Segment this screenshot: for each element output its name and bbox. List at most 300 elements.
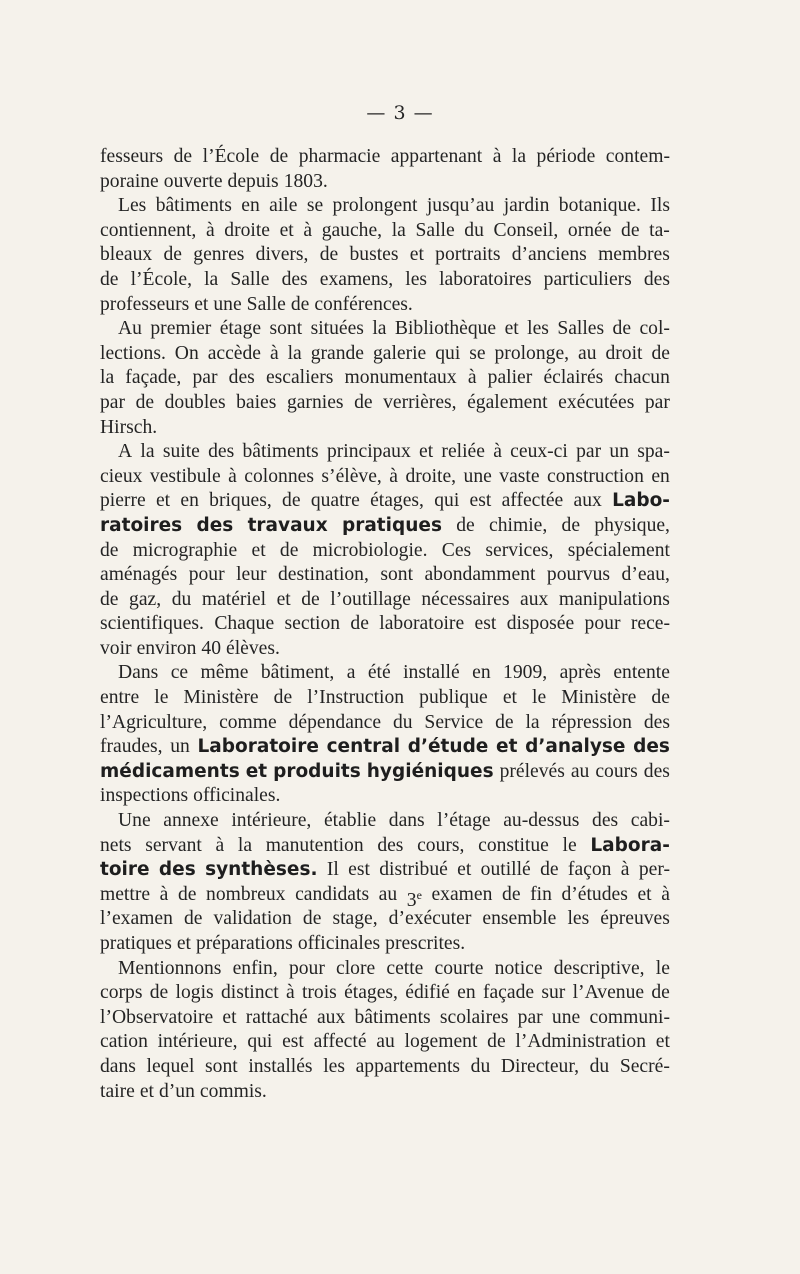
word: même bbox=[200, 662, 249, 684]
word: lequel bbox=[146, 1055, 195, 1077]
word: de bbox=[183, 908, 203, 930]
word: prélevés bbox=[499, 760, 565, 782]
word: en bbox=[180, 490, 199, 512]
word: et bbox=[176, 933, 191, 954]
word: l’Avenue bbox=[572, 982, 645, 1004]
word: services, bbox=[485, 539, 554, 561]
text-line bbox=[100, 514, 670, 539]
word: à bbox=[493, 441, 502, 463]
word: construction bbox=[547, 465, 644, 487]
word: étage bbox=[219, 318, 262, 340]
word: comme bbox=[219, 711, 277, 733]
word: Mentionnons bbox=[118, 957, 222, 979]
word: une bbox=[551, 1006, 581, 1028]
word: Ces bbox=[441, 539, 472, 561]
word: droit bbox=[605, 342, 643, 364]
word: de bbox=[301, 588, 320, 610]
text-line bbox=[100, 883, 670, 911]
word: bâtiment, bbox=[260, 662, 335, 684]
word: le bbox=[562, 834, 577, 856]
word: stage, bbox=[332, 908, 378, 930]
word: de bbox=[100, 588, 119, 610]
bold-word: Labora- bbox=[590, 834, 670, 856]
word: micrographie bbox=[132, 539, 238, 561]
word: poraine bbox=[100, 170, 159, 192]
word: de bbox=[135, 391, 155, 413]
word: de bbox=[100, 268, 119, 290]
word: pour bbox=[584, 613, 621, 635]
word: fesseurs bbox=[100, 146, 164, 167]
word: escaliers bbox=[265, 367, 334, 389]
word: l’Instruction bbox=[307, 687, 405, 709]
word: édifié bbox=[405, 982, 450, 1004]
word: vaste bbox=[499, 465, 540, 487]
word: la bbox=[204, 268, 219, 290]
word: répression bbox=[551, 711, 632, 733]
word: et bbox=[222, 1006, 237, 1028]
word: des bbox=[643, 268, 670, 290]
word: à bbox=[620, 859, 630, 881]
word: manipulations bbox=[558, 588, 670, 610]
word: jardin bbox=[503, 195, 550, 217]
word: 3 bbox=[406, 889, 417, 911]
word: Bibliothèque bbox=[394, 318, 497, 340]
word: voir bbox=[100, 637, 132, 659]
text-line bbox=[100, 1030, 670, 1055]
word: conférences. bbox=[314, 293, 413, 315]
word: les bbox=[405, 268, 428, 290]
text-line bbox=[100, 784, 670, 809]
bold-word: ratoires bbox=[100, 514, 183, 536]
word: à bbox=[492, 146, 502, 167]
word: élèves. bbox=[226, 637, 280, 659]
word: annexe bbox=[163, 810, 219, 832]
word: destination, bbox=[278, 564, 369, 586]
word: est bbox=[348, 859, 370, 881]
word: enfin, bbox=[232, 957, 278, 979]
word: des bbox=[643, 760, 670, 782]
word: Hirsch. bbox=[100, 416, 158, 438]
word: de bbox=[540, 859, 559, 881]
word: la bbox=[287, 342, 302, 364]
text-line bbox=[100, 686, 670, 711]
word: un bbox=[609, 441, 629, 463]
bold-word: d’analyse bbox=[525, 736, 626, 758]
word: de bbox=[651, 982, 670, 1004]
word: du bbox=[392, 711, 413, 733]
word: commis. bbox=[199, 1080, 267, 1102]
word: col- bbox=[639, 318, 670, 340]
word: Une bbox=[118, 810, 151, 832]
text-line bbox=[100, 391, 670, 416]
word: cette bbox=[386, 957, 424, 979]
text-line bbox=[100, 342, 670, 367]
word: fin bbox=[530, 883, 552, 905]
word: la bbox=[525, 711, 540, 733]
word: qui bbox=[247, 1031, 273, 1053]
word: d’exécuter bbox=[388, 908, 472, 930]
word: le bbox=[532, 687, 547, 709]
word: pierre bbox=[100, 490, 146, 512]
word: au bbox=[376, 1031, 395, 1053]
word: les bbox=[323, 1055, 345, 1077]
word: quatre bbox=[310, 490, 360, 512]
word: et bbox=[139, 1080, 154, 1102]
word: sont bbox=[380, 564, 414, 586]
word: l’Agriculture, bbox=[100, 711, 208, 733]
word: par bbox=[576, 441, 602, 463]
word: 40 bbox=[201, 637, 222, 659]
bold-word: toire bbox=[100, 859, 150, 881]
word: prescrites. bbox=[385, 933, 466, 954]
word: étages, bbox=[344, 982, 398, 1004]
word: scolaires bbox=[439, 1006, 509, 1028]
word: d’un bbox=[158, 1080, 195, 1102]
word: affecté bbox=[313, 1031, 367, 1053]
word: distribué bbox=[379, 859, 448, 881]
word: qui bbox=[434, 490, 460, 512]
word: la bbox=[372, 318, 387, 340]
word: abondamment bbox=[424, 564, 536, 586]
word: Directeur, bbox=[500, 1055, 579, 1077]
word: laboratoires bbox=[439, 268, 532, 290]
word: trois bbox=[301, 982, 337, 1004]
word: publique bbox=[419, 687, 488, 709]
word: aux bbox=[316, 1006, 346, 1028]
word: l’École, bbox=[130, 268, 193, 290]
word: Conseil, bbox=[493, 219, 559, 241]
word: et bbox=[655, 1031, 670, 1053]
word: vestibule bbox=[149, 465, 221, 487]
text-line bbox=[100, 981, 670, 1006]
word: de bbox=[456, 514, 475, 536]
word: la bbox=[140, 441, 155, 463]
word: spécialement bbox=[567, 539, 670, 561]
word: l’Administration bbox=[515, 1031, 647, 1053]
word: entre bbox=[100, 687, 140, 709]
word: contiennent, bbox=[100, 219, 197, 241]
word: garnies bbox=[286, 391, 344, 413]
text-line bbox=[100, 760, 670, 785]
word: grande bbox=[310, 342, 364, 364]
word: bleaux bbox=[100, 244, 153, 266]
word: bâtiments bbox=[242, 441, 319, 463]
word: du bbox=[589, 1055, 610, 1077]
word: de bbox=[487, 1031, 506, 1053]
word: dans bbox=[100, 1055, 136, 1077]
word: reliée bbox=[441, 441, 485, 463]
word: l’Observatoire bbox=[100, 1006, 214, 1028]
word: de bbox=[502, 883, 521, 905]
word: l’outillage bbox=[330, 588, 411, 610]
word: de bbox=[495, 711, 514, 733]
word: à bbox=[205, 219, 215, 241]
text-line bbox=[100, 219, 670, 244]
bold-word: d’étude bbox=[407, 736, 489, 758]
word: et bbox=[279, 219, 294, 241]
word: la bbox=[391, 219, 406, 241]
word: descriptive, bbox=[553, 957, 645, 979]
word: façon bbox=[567, 859, 612, 881]
word: après bbox=[559, 662, 601, 684]
word: affectée bbox=[501, 490, 564, 512]
word: accède bbox=[207, 342, 261, 364]
word: corps bbox=[100, 982, 143, 1004]
text-line bbox=[100, 440, 670, 465]
word: façade bbox=[482, 982, 535, 1004]
word: chacun bbox=[614, 367, 670, 389]
word: validation bbox=[213, 908, 292, 930]
word: de bbox=[612, 318, 632, 340]
word: clore bbox=[336, 957, 376, 979]
word: officinales. bbox=[193, 785, 281, 807]
word: premier bbox=[150, 318, 212, 340]
word: cieux bbox=[100, 465, 143, 487]
text-line bbox=[100, 194, 670, 219]
word: nécessaires bbox=[421, 588, 510, 610]
word: est bbox=[474, 613, 497, 635]
word: bâtiments bbox=[354, 1006, 431, 1028]
word: des bbox=[228, 367, 255, 389]
word: cours bbox=[595, 760, 638, 782]
word: pharmacie bbox=[298, 146, 381, 167]
word: appartements bbox=[355, 1055, 461, 1077]
word: par bbox=[517, 1006, 543, 1028]
bold-word: et bbox=[496, 736, 518, 758]
word: droite, bbox=[405, 465, 457, 487]
word: du bbox=[171, 588, 192, 610]
page-number: — 3 — bbox=[366, 102, 434, 124]
word: à bbox=[269, 342, 279, 364]
word: Salle bbox=[230, 268, 270, 290]
text-line bbox=[100, 932, 670, 957]
bold-word: synthèses. bbox=[205, 859, 318, 881]
word: On bbox=[174, 342, 199, 364]
text-line bbox=[100, 268, 670, 293]
word: éclairés bbox=[543, 367, 604, 389]
word: la bbox=[100, 367, 115, 389]
word: genres bbox=[193, 244, 245, 266]
word: à bbox=[303, 219, 313, 241]
word: Secré- bbox=[619, 1055, 670, 1077]
word: verrières, bbox=[383, 391, 457, 413]
word: de bbox=[163, 244, 182, 266]
word: installés bbox=[248, 1055, 313, 1077]
superscript: e bbox=[416, 887, 422, 902]
text-line bbox=[100, 416, 670, 441]
word: est bbox=[282, 1031, 304, 1053]
word: cabi- bbox=[630, 810, 670, 832]
word: est bbox=[469, 490, 492, 512]
word: laboratoire bbox=[379, 613, 465, 635]
word: des bbox=[643, 711, 670, 733]
word: outillé bbox=[480, 859, 531, 881]
word: membres bbox=[598, 244, 670, 266]
word: depuis bbox=[227, 170, 279, 192]
text-line bbox=[100, 907, 670, 932]
text-line bbox=[100, 145, 670, 170]
text-line bbox=[100, 711, 670, 736]
word: à bbox=[159, 883, 169, 905]
word: leur bbox=[236, 564, 267, 586]
word: d’études bbox=[561, 883, 628, 905]
word: palier bbox=[487, 367, 533, 389]
word: manutention bbox=[265, 834, 364, 856]
word: pratiques bbox=[100, 933, 172, 954]
word: prolonge, bbox=[494, 342, 570, 364]
word: Dans bbox=[118, 662, 159, 684]
word: à bbox=[215, 834, 225, 856]
word: l’examen bbox=[100, 908, 173, 930]
word: au bbox=[570, 760, 590, 782]
word: divers, bbox=[255, 244, 309, 266]
word: suite bbox=[162, 441, 200, 463]
word: d’eau, bbox=[621, 564, 670, 586]
bold-word: hygiéniques bbox=[366, 760, 494, 782]
word: mettre bbox=[100, 883, 151, 905]
word: épreuves bbox=[600, 908, 670, 930]
word: environ bbox=[136, 637, 197, 659]
word: et bbox=[251, 539, 266, 561]
text-line bbox=[100, 637, 670, 662]
word: de bbox=[302, 908, 322, 930]
word: Ministère bbox=[183, 687, 259, 709]
word: une bbox=[463, 465, 492, 487]
word: Service bbox=[424, 711, 484, 733]
word: droite bbox=[224, 219, 270, 241]
word: des bbox=[208, 441, 235, 463]
text-line bbox=[100, 1080, 670, 1105]
word: gauche, bbox=[321, 219, 383, 241]
word: contem- bbox=[605, 146, 670, 167]
word: sur bbox=[541, 982, 566, 1004]
word: scientifiques. bbox=[100, 613, 204, 635]
word: par bbox=[644, 391, 670, 413]
word: a bbox=[346, 662, 356, 684]
word: professeurs bbox=[100, 293, 190, 315]
text-line bbox=[100, 170, 670, 195]
word: à bbox=[661, 883, 670, 905]
word: Il bbox=[326, 859, 339, 881]
word: de bbox=[269, 146, 289, 167]
word: candidats bbox=[295, 883, 370, 905]
word: qui bbox=[435, 342, 461, 364]
word: de bbox=[282, 490, 301, 512]
word: les bbox=[567, 908, 590, 930]
text-line bbox=[100, 563, 670, 588]
word: cation bbox=[100, 1031, 148, 1053]
text-line bbox=[100, 293, 670, 318]
bold-word: travaux bbox=[247, 514, 328, 536]
word: des bbox=[592, 810, 619, 832]
word: portraits bbox=[435, 244, 501, 266]
text-line bbox=[100, 539, 670, 564]
word: per- bbox=[638, 859, 670, 881]
word: ornée bbox=[567, 219, 612, 241]
word: entente bbox=[613, 662, 670, 684]
word: à bbox=[285, 982, 295, 1004]
word: taire bbox=[100, 1080, 135, 1102]
word: constitue bbox=[478, 834, 549, 856]
word: inspections bbox=[100, 785, 189, 807]
bold-word: des bbox=[158, 859, 196, 881]
word: de bbox=[100, 539, 119, 561]
word: pour bbox=[288, 957, 325, 979]
word: de bbox=[177, 883, 197, 905]
word: d’anciens bbox=[511, 244, 587, 266]
word: bustes bbox=[349, 244, 399, 266]
word: exécutées bbox=[558, 391, 635, 413]
word: Les bbox=[118, 195, 147, 217]
word: fraudes, bbox=[100, 736, 163, 758]
word: et bbox=[502, 687, 517, 709]
word: le bbox=[154, 687, 169, 709]
bold-word: médicaments bbox=[100, 760, 240, 782]
word: de bbox=[651, 687, 670, 709]
word: spa- bbox=[637, 441, 670, 463]
word: des bbox=[377, 834, 404, 856]
word: nombreux bbox=[206, 883, 286, 905]
word: façade, bbox=[125, 367, 182, 389]
word: de bbox=[273, 687, 293, 709]
word: galerie bbox=[372, 342, 427, 364]
word: en bbox=[651, 465, 670, 487]
text-line bbox=[100, 612, 670, 637]
word: de bbox=[279, 539, 299, 561]
word: et bbox=[419, 441, 434, 463]
word: par bbox=[192, 367, 218, 389]
word: examens, bbox=[319, 268, 394, 290]
word: la bbox=[237, 834, 253, 856]
word: aux bbox=[520, 588, 549, 610]
word: de bbox=[651, 342, 670, 364]
word bbox=[406, 883, 422, 911]
word: chimie, bbox=[489, 514, 548, 536]
word: se bbox=[306, 195, 324, 217]
bold-word: pratiques bbox=[341, 514, 442, 536]
word: la bbox=[511, 146, 527, 167]
text-line bbox=[100, 957, 670, 982]
word: au bbox=[378, 883, 398, 905]
word: 1909, bbox=[503, 662, 548, 684]
word: particuliers bbox=[543, 268, 632, 290]
word: nets bbox=[100, 834, 132, 856]
text-line bbox=[100, 317, 670, 342]
word: situées bbox=[310, 318, 364, 340]
word: dépendance bbox=[288, 711, 382, 733]
word: rattaché bbox=[245, 1006, 308, 1028]
word: établie bbox=[323, 810, 377, 832]
word: gaz, bbox=[129, 588, 162, 610]
word: servant bbox=[145, 834, 202, 856]
word: distinct bbox=[220, 982, 279, 1004]
word: sont bbox=[205, 1055, 238, 1077]
word: Salle bbox=[246, 293, 286, 315]
word: monumentaux bbox=[344, 367, 457, 389]
word: jusqu’au bbox=[426, 195, 495, 217]
word: en bbox=[241, 195, 260, 217]
word: ensemble bbox=[482, 908, 557, 930]
word: bâtiments bbox=[155, 195, 232, 217]
word: les bbox=[527, 318, 549, 340]
word: et bbox=[457, 859, 472, 881]
text-line bbox=[100, 489, 670, 514]
word: logis bbox=[175, 982, 214, 1004]
word: également bbox=[467, 391, 548, 413]
word: aménagés bbox=[100, 564, 178, 586]
word: de bbox=[354, 391, 373, 413]
word: de bbox=[350, 613, 369, 635]
